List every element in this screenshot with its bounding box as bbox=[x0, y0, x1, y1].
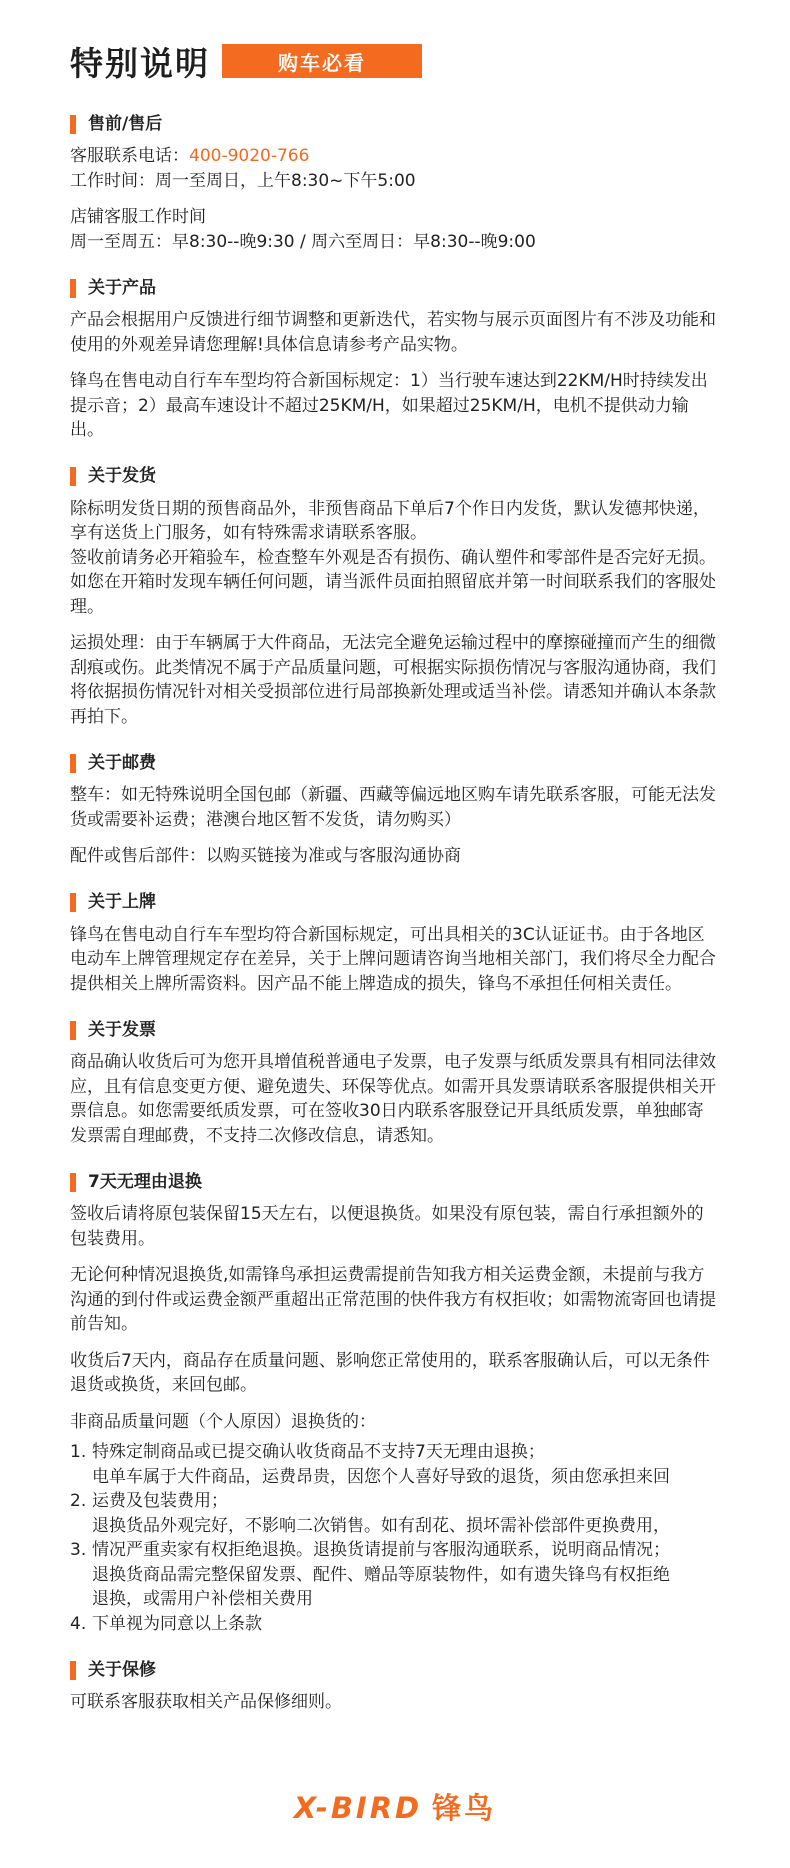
section-title: 关于邮费 bbox=[88, 752, 156, 773]
list-item bbox=[70, 1612, 720, 1637]
shipping-paragraph-2: 签收前请务必开箱验车，检查整车外观是否有损伤、确认塑件和零部件是否完好无损。如您在开箱时发现车辆任何问题，请当派件员面拍照留底并第一时间联系我们的客服处理。 bbox=[70, 547, 716, 617]
invoice-paragraph: 商品确认收货后可为您开具增值税普通电子发票，电子发票与纸质发票具有相同法律效应，且有信息变更方便、避免遗失、环保等优点。如需开具发票请联系客服提供相关开票信息。如您需要纸质发票，可在签收30日内联系客服登记开具纸质发票，单独邮寄发票需自理邮费，不支持二次修改信息，请悉知。 bbox=[70, 1052, 716, 1146]
content bbox=[70, 112, 720, 1737]
section-marker bbox=[70, 279, 76, 298]
list-body bbox=[92, 1440, 720, 1489]
license-paragraph: 锋鸟在售电动自行车车型均符合新国标规定，可出具相关的3C认证证书。由于各地区电动车上牌管理规定存在差异，关于上牌问题请咨询当地相关部门，我们将尽全力配合提供相关上牌所需资料。因产品不能上牌造成的损失，锋鸟不承担任何相关责任。 bbox=[70, 924, 716, 994]
section-license bbox=[70, 891, 720, 997]
warranty-paragraph: 可联系客服获取相关产品保修细则。 bbox=[70, 1692, 342, 1712]
section-heading bbox=[70, 1658, 720, 1682]
list-line: 退换货品外观完好，不影响二次销售。如有刮花、损坏需补偿部件更换费用， bbox=[92, 1515, 670, 1536]
section-heading bbox=[70, 891, 720, 915]
store-hours: 周一至周五：早8:30--晚9:30 / 周六至周日：早8:30--晚9:00 bbox=[70, 231, 536, 252]
list-item bbox=[70, 1489, 720, 1538]
shipping-paragraph-1: 除标明发货日期的预售商品外，非预售商品下单后7个作日内发货，默认发德邦快递，享有送货上门服务，如有特殊需求请联系客服。 bbox=[70, 498, 710, 543]
section-title: 7天无理由退换 bbox=[88, 1171, 202, 1192]
must-read-banner: 购车必看 bbox=[222, 44, 422, 78]
section-presale bbox=[70, 112, 720, 254]
section-marker bbox=[70, 467, 76, 486]
section-heading bbox=[70, 112, 720, 136]
section-heading bbox=[70, 465, 720, 489]
list-number: 2. bbox=[70, 1491, 87, 1511]
section-postage bbox=[70, 751, 720, 869]
section-warranty bbox=[70, 1658, 720, 1715]
list-number: 1. bbox=[70, 1442, 87, 1462]
phone-line bbox=[70, 144, 720, 169]
product-paragraph-2: 锋鸟在售电动自行车车型均符合新国标规定：1）当行驶车速达到22KM/H时持续发出提示音；2）最高车速设计不超过25KM/H，如果超过25KM/H，电机不提供动力输出。 bbox=[70, 371, 708, 440]
postage-paragraph-1: 整车：如无特殊说明全国包邮（新疆、西藏等偏远地区购车请先联系客服，可能无法发货或需要补运费；港澳台地区暂不发货，请勿购买） bbox=[70, 785, 716, 830]
list-body bbox=[92, 1538, 720, 1612]
section-marker bbox=[70, 754, 76, 773]
section-heading bbox=[70, 751, 720, 775]
shipping-paragraph-3: 运损处理：由于车辆属于大件商品，无法完全避免运输过程中的摩擦碰撞而产生的细微刮痕或伤。此类情况不属于产品质量问题，可根据实际损伤情况与客服沟通协商，我们将依据损伤情况针对相关受损部位进行局部换新处理或适当补偿。请悉知并确认本条款再拍下。 bbox=[70, 633, 716, 727]
section-marker bbox=[70, 1173, 76, 1192]
section-marker bbox=[70, 1021, 76, 1040]
list-number: 3. bbox=[70, 1540, 87, 1560]
section-marker bbox=[70, 115, 76, 134]
list-line: 电单车属于大件商品，运费昂贵，因您个人喜好导致的退货，须由您承担来回 bbox=[92, 1466, 670, 1487]
list-line: 特殊定制商品或已提交确认收货商品不支持7天无理由退换； bbox=[92, 1442, 545, 1462]
list-body bbox=[92, 1612, 720, 1637]
list-line: 运费及包装费用； bbox=[92, 1491, 228, 1511]
section-title: 关于保修 bbox=[88, 1659, 156, 1680]
section-title: 关于发货 bbox=[88, 466, 156, 487]
brand-logo-en: X-BIRD bbox=[293, 1791, 423, 1825]
returns-list bbox=[70, 1440, 720, 1636]
section-heading bbox=[70, 276, 720, 300]
returns-paragraph-1: 签收后请将原包装保留15天左右，以便退换货。如果没有原包装，需自行承担额外的包装费用。 bbox=[70, 1204, 704, 1249]
section-invoice bbox=[70, 1018, 720, 1148]
returns-paragraph-2: 无论何种情况退换货,如需锋鸟承担运费需提前告知我方相关运费金额，未提前与我方沟通的到付件或运费金额严重超出正常范围的快件我方有权拒收；如需物流寄回也请提前告知。 bbox=[70, 1265, 716, 1334]
list-line: 情况严重卖家有权拒绝退换。退换货请提前与客服沟通联系，说明商品情况； bbox=[92, 1540, 670, 1560]
list-item bbox=[70, 1538, 720, 1612]
section-returns bbox=[70, 1170, 720, 1636]
page-title: 特别说明 bbox=[70, 43, 210, 83]
section-title: 关于发票 bbox=[88, 1019, 156, 1040]
section-title: 售前/售后 bbox=[88, 113, 163, 134]
postage-paragraph-2: 配件或售后部件：以购买链接为准或与客服沟通协商 bbox=[70, 846, 461, 866]
phone-label: 客服联系电话： bbox=[70, 146, 189, 166]
list-line: 退换，或需用户补偿相关费用 bbox=[92, 1589, 313, 1609]
section-marker bbox=[70, 1661, 76, 1680]
section-product bbox=[70, 276, 720, 443]
section-shipping bbox=[70, 465, 720, 730]
returns-paragraph-3: 收货后7天内，商品存在质量问题、影响您正常使用的，联系客服确认后，可以无条件退货或换货，来回包邮。 bbox=[70, 1350, 710, 1395]
phone-number[interactable]: 400-9020-766 bbox=[189, 146, 310, 166]
section-heading bbox=[70, 1170, 720, 1194]
list-body bbox=[92, 1489, 720, 1538]
section-heading bbox=[70, 1018, 720, 1042]
returns-paragraph-4: 非商品质量问题（个人原因）退换货的： bbox=[70, 1411, 376, 1432]
list-line: 退换货商品需完整保留发票、配件、赠品等原装物件，如有遗失锋鸟有权拒绝 bbox=[92, 1564, 670, 1585]
service-hours: 工作时间：周一至周日，上午8:30~下午5:00 bbox=[70, 170, 416, 191]
product-paragraph-1: 产品会根据用户反馈进行细节调整和更新迭代，若实物与展示页面图片有不涉及功能和使用的外观差异请您理解!具体信息请参考产品实物。 bbox=[70, 310, 716, 355]
header bbox=[70, 36, 422, 86]
section-title: 关于产品 bbox=[88, 277, 156, 298]
list-item bbox=[70, 1440, 720, 1489]
store-hours-title: 店铺客服工作时间 bbox=[70, 207, 206, 227]
brand-logo bbox=[0, 1786, 790, 1827]
brand-logo-cn: 锋鸟 bbox=[432, 1791, 497, 1825]
section-title: 关于上牌 bbox=[88, 892, 156, 913]
section-marker bbox=[70, 893, 76, 912]
list-line: 下单视为同意以上条款 bbox=[92, 1613, 262, 1634]
list-number: 4. bbox=[70, 1613, 87, 1634]
